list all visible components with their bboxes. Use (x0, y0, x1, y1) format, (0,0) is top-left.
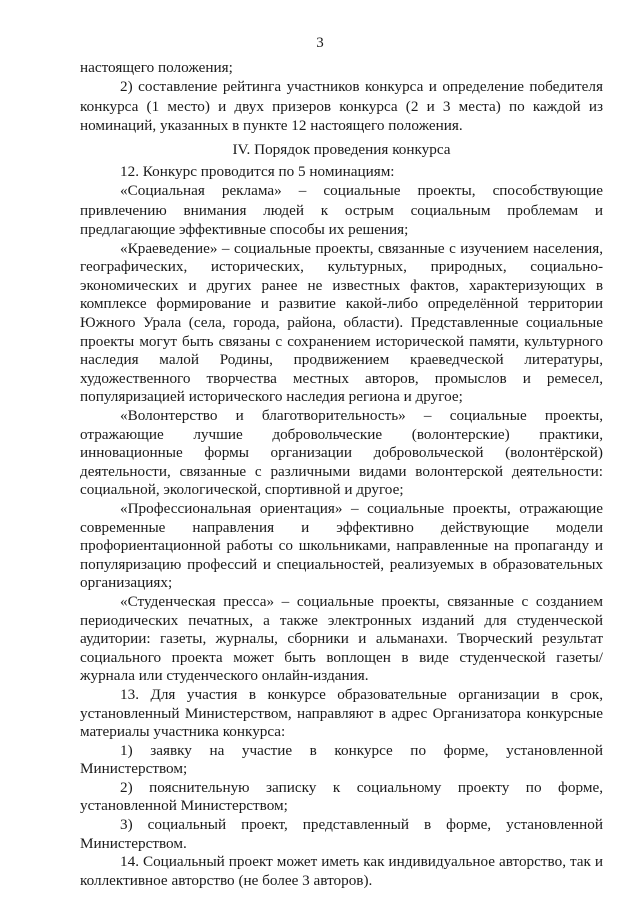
section-title: IV. Порядок проведения конкурса (232, 140, 451, 158)
paragraph-14: 14. Социальный проект может иметь как индивидуальное авторство, так и коллективное авторство (не более 3 авторов). (80, 853, 603, 889)
paragraph-nomination-student-press: «Студенческая пресса» – социальные проекты, связанные с созданием периодических печатных, а также электронных изданий для студенческой аудитории: газеты, журналы, сборники и альманахи. Творческий результат социального проекта может быть воплощен в виде студенческой газеты/журнала или студенческого онлайн-издания. (80, 592, 603, 685)
paragraph-continuation: настоящего положения; (80, 59, 233, 76)
paragraph-nomination-career-guidance: «Профессиональная ориентация» – социальные проекты, отражающие современные направления и эффективно действующие модели профориентационной работы со школьниками, направленные на пропаганду и популяризацию профессий и специальностей, реализуемых в образовательных организациях; (80, 499, 603, 592)
paragraph-13-intro: 13. Для участия в конкурсе образовательные организации в срок, установленный Министерством, направляют в адрес Организатора конкурсные материалы участника конкурса: (80, 685, 603, 741)
paragraph-12-intro: 12. Конкурс проводится по 5 номинациям: (120, 163, 395, 181)
paragraph-nomination-local-history: «Краеведение» – социальные проекты, связанные с изучением населения, географических, исторических, культурных, природных, социально-экономических и других ранее не известных фактов, характеризующих в комплексе формирование и развитие какой-либо определённой территории Южного Урала (села, города, района, области). Представленные социальные проекты могут быть связаны с сохранением исторической памяти, культурного наследия малой Родины, продвижением краеведческой литературы, художественного творчества местных авторов, промыслов и ремесел, популяризацией исторического наследия региона и другое; (80, 239, 603, 406)
paragraph-item-2: 2) составление рейтинга участников конкурса и определение победителя конкурса (1 место) и двух призеров конкурса (2 и 3 места) по каждой из номинаций, указанных в пункте 12 настоящего положения. (80, 78, 603, 135)
paragraph-nomination-volunteering: «Волонтерство и благотворительность» – социальные проекты, отражающие лучшие добровольческие (волонтерские) практики, инновационные формы организации добровольческой (волонтёрской) деятельности, связанные с различными видами волонтерской деятельности: социальной, экологической, спортивной и другое; (80, 407, 603, 499)
list-item-explanatory-note: 2) пояснительную записку к социальному проекту по форме, установленной Министерством; (80, 778, 603, 815)
document-body (80, 58, 603, 890)
paragraph-nomination-social-ad: «Социальная реклама» – социальные проекты, способствующие привлечению внимания людей к острым социальным проблемам и предлагающие эффективные способы их решения; (80, 182, 603, 239)
list-item-social-project: 3) социальный проект, представленный в форме, установленной Министерством. (80, 816, 603, 852)
list-item-application: 1) заявку на участие в конкурсе по форме, установленной Министерством; (80, 741, 603, 778)
page-number: 3 (316, 35, 324, 51)
